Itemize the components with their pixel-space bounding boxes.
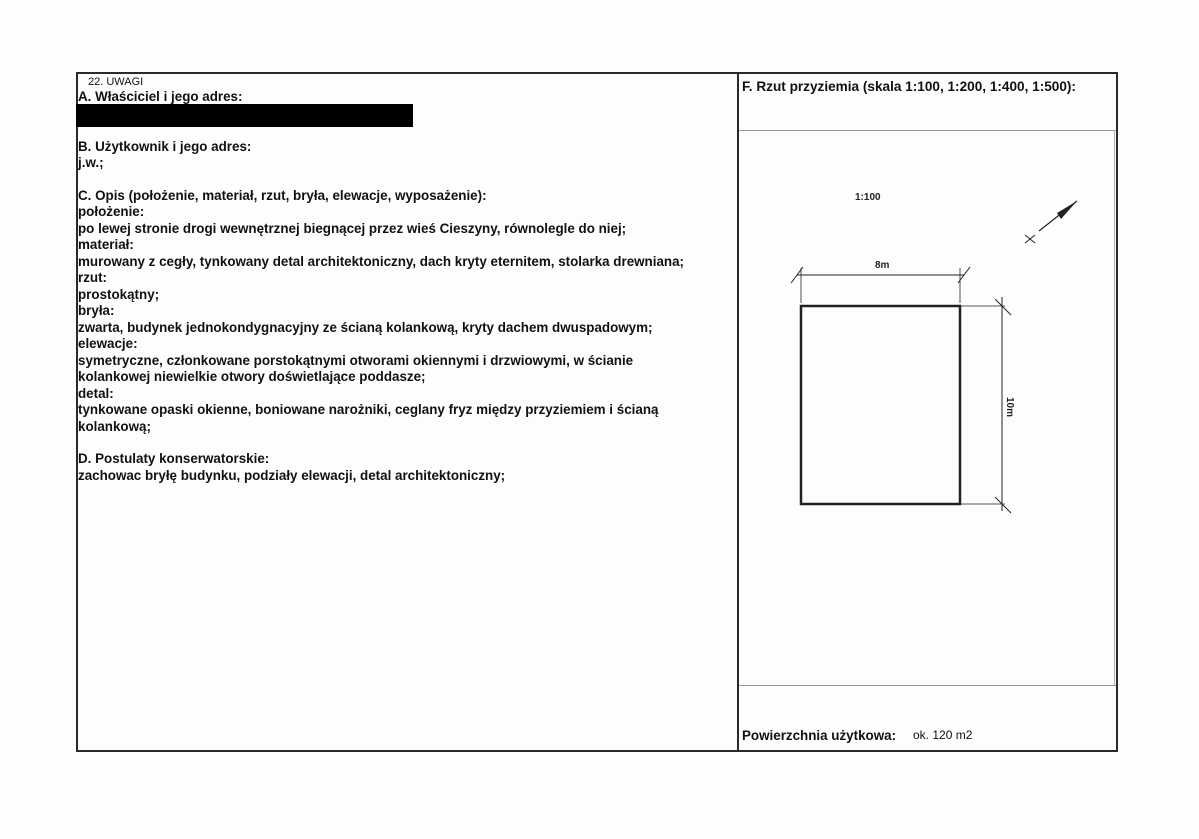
usable-area-label: Powierzchnia użytkowa:: [742, 728, 897, 743]
user-value: j.w.;: [78, 155, 104, 170]
length-label: 10m: [1004, 397, 1015, 418]
description-line: elewacje:: [78, 336, 138, 351]
ground-plan-drawing: [739, 131, 1116, 685]
usable-area-value: ok. 120 m2: [913, 728, 973, 742]
postulates-value: zachowac bryłę budynku, podziały elewacji, detal architektoniczny;: [78, 467, 506, 483]
remarks-column: [78, 74, 733, 746]
description-line: bryła:: [78, 303, 115, 318]
width-label: 8m: [875, 260, 890, 271]
description-line: murowany z cegły, tynkowany detal architektoniczny, dach kryty eternitem, stolarka drewniana;: [78, 253, 684, 269]
description-line: po lewej stronie drogi wewnętrznej biegnącej przez wieś Cieszyny, równolegle do niej;: [78, 220, 627, 236]
description-line: prostokątny;: [78, 286, 160, 302]
description-line: detal:: [78, 385, 114, 401]
redacted-owner-address: [76, 104, 413, 127]
user-heading: B. Użytkownik i jego adres:: [78, 138, 252, 154]
description-line: symetryczne, członkowane porstokątnymi otworami okiennymi i drzwiowymi, w ścianie: [78, 352, 634, 368]
north-arrow-icon: [1025, 201, 1077, 243]
building-footprint: [801, 306, 960, 504]
description-heading: C. Opis (położenie, materiał, rzut, bryła, elewacje, wyposażenie):: [78, 187, 487, 203]
description-line: tynkowane opaski okienne, boniowane narożniki, ceglany fryz między przyziemiem i ścianą: [78, 402, 659, 417]
scale-label: 1:100: [855, 192, 881, 203]
length-dimension: [960, 297, 1015, 513]
width-dimension: [791, 260, 970, 303]
owner-heading: A. Właściciel i jego adres:: [78, 89, 243, 104]
ground-plan-heading: F. Rzut przyziemia (skala 1:100, 1:200, 1:400, 1:500):: [742, 79, 1076, 94]
description-line: kolankowej niewielkie otwory doświetlające poddasze;: [78, 369, 426, 384]
description-line: materiał:: [78, 237, 134, 252]
postulates-heading: D. Postulaty konserwatorskie:: [78, 451, 270, 466]
description-line: położenie:: [78, 204, 145, 219]
description-line: zwarta, budynek jednokondygnacyjny ze ścianą kolankową, kryty dachem dwuspadowym;: [78, 319, 653, 335]
description-line: rzut:: [78, 270, 108, 285]
section-number: 22. UWAGI: [88, 76, 144, 88]
plan-frame-bottom: [739, 685, 1116, 686]
description-line: kolankową;: [78, 418, 151, 434]
